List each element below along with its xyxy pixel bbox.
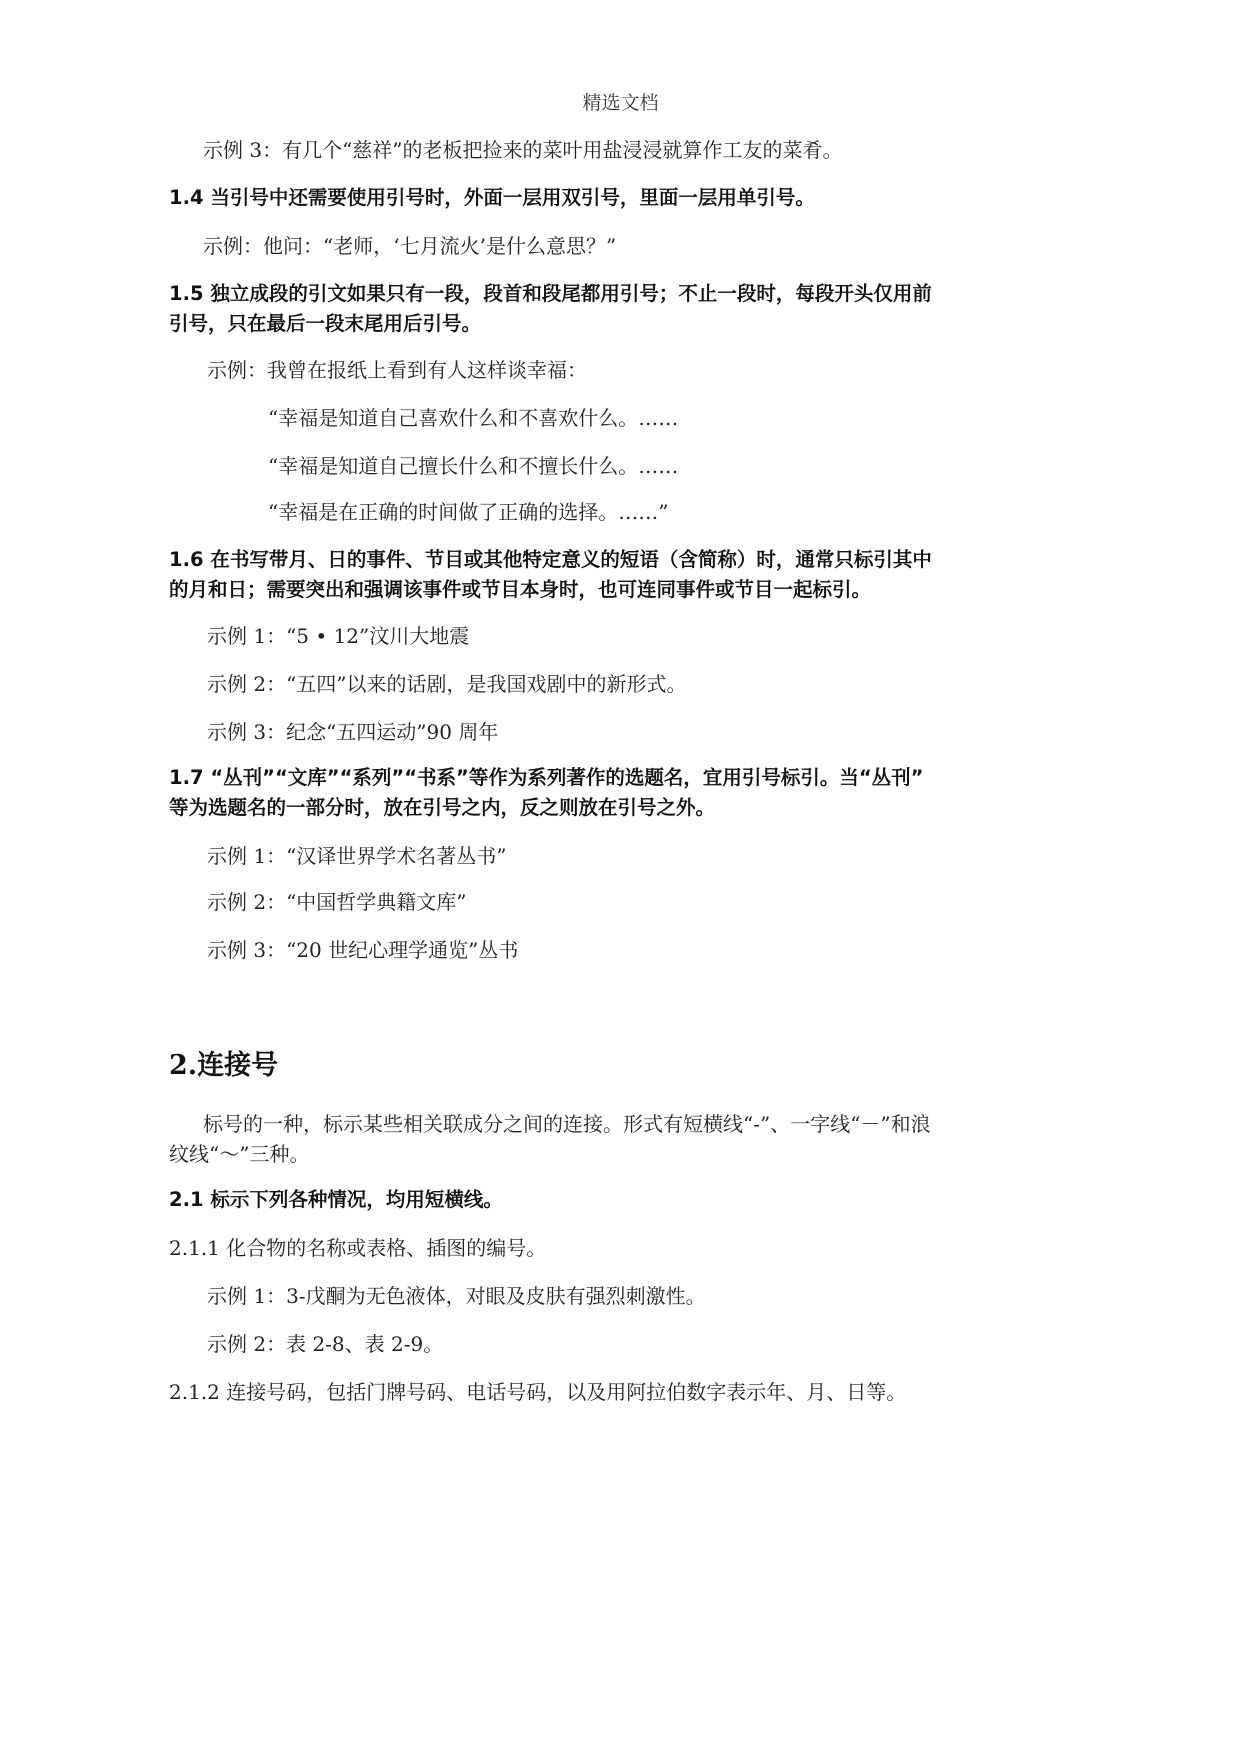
example-paragraph: 示例 2：“五四”以来的话剧，是我国戏剧中的新形式。 (207, 672, 687, 696)
page-header: 精选文档 (582, 92, 659, 114)
subheading-1-6-line2: 的月和日；需要突出和强调该事件或节目本身时，也可连同事件或节目一起标引。 (169, 578, 872, 601)
example-paragraph: 示例 1：“汉译世界学术名著丛书” (207, 844, 507, 868)
subheading-2-1: 2.1 标示下列各种情况，均用短横线。 (169, 1188, 503, 1211)
subheading-1-5-line1: 1.5 独立成段的引文如果只有一段，段首和段尾都用引号；不止一段时，每段开头仅用前 (169, 282, 932, 305)
example-paragraph: 示例 1：3-戊酮为无色液体，对眼及皮肤有强烈刺激性。 (207, 1284, 706, 1308)
example-paragraph: 示例 3：“20 世纪心理学通览”丛书 (207, 938, 519, 962)
subheading-1-7-line2: 等为选题名的一部分时，放在引号之内，反之则放在引号之外。 (169, 796, 716, 819)
subheading-1-4: 1.4 当引号中还需要使用引号时，外面一层用双引号，里面一层用单引号。 (169, 186, 815, 209)
section-title: 2.连接号 (169, 1050, 279, 1081)
subheading-1-6-line1: 1.6 在书写带月、日的事件、节目或其他特定意义的短语（含简称）时，通常只标引其中 (169, 548, 932, 571)
example-paragraph: 示例 2：表 2-8、表 2-9。 (207, 1332, 444, 1356)
example-paragraph: 示例 3：纪念“五四运动”90 周年 (207, 720, 499, 744)
example-paragraph: 示例：我曾在报纸上看到有人这样谈幸福： (207, 358, 587, 382)
example-paragraph: 示例：他问：“老师，‘七月流火’是什么意思？” (203, 234, 617, 258)
section-intro-line2: 纹线“～”三种。 (169, 1142, 310, 1166)
subheading-2-1-1: 2.1.1 化合物的名称或表格、插图的编号。 (169, 1236, 547, 1260)
section-intro-line1: 标号的一种，标示某些相关联成分之间的连接。形式有短横线“-”、一字线“－”和浪 (203, 1112, 931, 1136)
quote-line: “幸福是知道自己擅长什么和不擅长什么。…… (268, 454, 679, 478)
example-paragraph: 示例 3：有几个“慈祥”的老板把捡来的菜叶用盐浸浸就算作工友的菜肴。 (203, 138, 843, 162)
example-paragraph: 示例 1：“5 • 12”汶川大地震 (207, 624, 470, 648)
subheading-1-5-line2: 引号，只在最后一段末尾用后引号。 (169, 312, 482, 335)
quote-line: “幸福是知道自己喜欢什么和不喜欢什么。…… (268, 406, 679, 430)
quote-line: “幸福是在正确的时间做了正确的选择。……” (268, 500, 669, 524)
subheading-2-1-2: 2.1.2 连接号码，包括门牌号码、电话号码，以及用阿拉伯数字表示年、月、日等。 (169, 1380, 907, 1404)
subheading-1-7-line1: 1.7 “丛刊”“文库”“系列”“书系”等作为系列著作的选题名，宜用引号标引。当“丛刊” (169, 766, 924, 789)
example-paragraph: 示例 2：“中国哲学典籍文库” (207, 890, 467, 914)
